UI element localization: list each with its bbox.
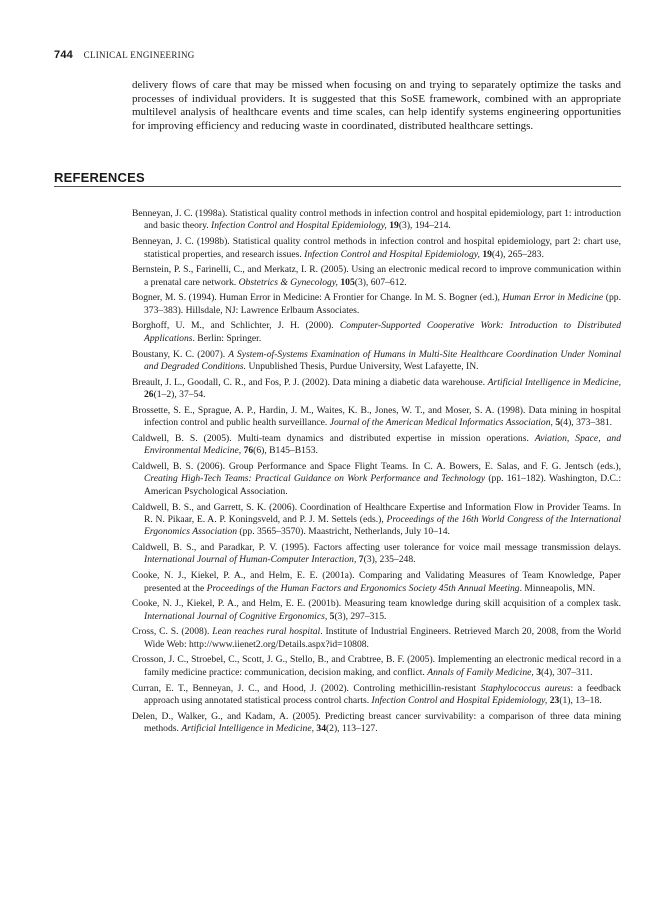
- reference-item: [132, 349, 621, 374]
- reference-volume: 19: [482, 248, 492, 260]
- reference-volume: 26: [144, 389, 154, 401]
- reference-text: (2), 113–127.: [325, 723, 378, 735]
- reference-title: Computer-Supported Cooperative Work: Introduction to Distributed Applications: [144, 320, 622, 344]
- reference-text: Caldwell, B. S., and Garrett, S. K. (2006). Coordination of Healthcare Expertise and Information Flow in Provider Teams. In R. N. Pikaar, E. A. P. Koningsveld, and P. J. M. Settels (eds.),: [132, 501, 621, 525]
- reference-item: [132, 405, 621, 430]
- reference-text: Caldwell, B. S. (2006). Group Performance and Space Flight Teams. In C. A. Bowers, E. Salas, and F. G. Jentsch (eds.),: [132, 460, 621, 472]
- reference-text: (4), 265–283.: [491, 248, 544, 260]
- reference-text: Unpublished Thesis, Purdue University, West Lafayette, IN.: [246, 360, 479, 372]
- reference-text: (6), B145–B153.: [253, 445, 318, 457]
- reference-item: [132, 208, 621, 233]
- page-number: 744: [54, 49, 73, 61]
- reference-title: Obstetrics & Gynecology,: [238, 276, 338, 288]
- reference-volume: 5: [555, 417, 561, 429]
- reference-title: Lean reaches rural hospital: [212, 626, 321, 638]
- reference-item: [132, 570, 621, 595]
- reference-item: [132, 711, 621, 736]
- reference-item: [132, 320, 621, 345]
- reference-text: Boustany, K. C. (2007).: [132, 348, 229, 360]
- reference-title: Infection Control and Hospital Epidemiology,: [211, 220, 387, 232]
- reference-item: [132, 542, 621, 567]
- reference-item: [132, 461, 621, 498]
- reference-text: (3), 235–248.: [363, 554, 416, 566]
- reference-item: [132, 377, 621, 402]
- reference-text: (1–2), 37–54.: [153, 389, 206, 401]
- section-divider: [54, 186, 621, 187]
- reference-text: Benneyan, J. C. (1998a). Statistical quality control methods in infection control and hospital epidemiology, part 1: introduction and basic theory.: [132, 208, 621, 232]
- reference-text: (1), 13–18.: [559, 694, 602, 706]
- reference-text: . Berlin: Springer.: [192, 332, 262, 344]
- reference-volume: 34: [316, 723, 326, 735]
- reference-text: : a feedback approach using annotated statistical process control charts.: [144, 682, 622, 706]
- reference-item: [132, 264, 621, 289]
- reference-text: Borghoff, U. M., and Schlichter, J. H. (2000).: [132, 320, 340, 332]
- running-title: CLINICAL ENGINEERING: [83, 50, 195, 60]
- reference-item: [132, 433, 621, 458]
- reference-item: [132, 626, 621, 651]
- reference-title: Creating High-Tech Teams: Practical Guidance on Work Performance and Technology: [144, 473, 486, 485]
- reference-title: Infection Control and Hospital Epidemiology,: [304, 248, 480, 260]
- reference-volume: 5: [329, 610, 335, 622]
- reference-title: Aviation, Space, and Environmental Medicine,: [144, 432, 621, 457]
- reference-text: (4), 307–311.: [540, 666, 593, 678]
- reference-text: (pp. 3565–3570). Maastricht, Netherlands, July 10–14.: [237, 526, 450, 538]
- running-head: [54, 49, 195, 61]
- reference-text: (pp. 373–383). Hillsdale, NJ: Lawrence Erlbaum Associates.: [144, 292, 621, 316]
- reference-volume: 76: [243, 445, 254, 457]
- reference-text: Cross, C. S. (2008).: [132, 626, 213, 638]
- reference-text: Caldwell, B. S. (2005). Multi-team dynamics and distributed expertise in mission operations.: [132, 432, 535, 444]
- reference-text: Brossette, S. E., Sprague, A. P., Hardin, J. M., Waites, K. B., Jones, W. T., and Moser, S. A. (1998). Data mining in hospital infection control and public health surveillance.: [132, 404, 621, 429]
- reference-item: [132, 598, 621, 623]
- reference-text: (3), 297–315.: [334, 610, 387, 622]
- reference-title: Proceedings of the 16th World Congress of the International Ergonomics Association: [144, 513, 621, 538]
- reference-text: . Institute of Industrial Engineers. Retrieved March 20, 2008, from the World Wide Web: http://www.iienet2.org/Details.aspx?id=10808.: [144, 626, 622, 650]
- reference-text: Crosson, J. C., Stroebel, C., Scott, J. G., Stello, B., and Crabtree, B. F. (2005). Implementing an electronic medical record in a family medicine practice: communication, decision making, and conflict.: [132, 654, 621, 678]
- reference-title: Artificial Intelligence in Medicine,: [487, 376, 622, 388]
- reference-list: [132, 208, 621, 739]
- reference-text: Cooke, N. J., Kiekel, P. A., and Helm, E. E. (2001b). Measuring team knowledge during skill acquisition of a complex task.: [132, 598, 621, 610]
- reference-text: Delen, D., Walker, G., and Kadam, A. (2005). Predicting breast cancer survivability: a comparison of three data mining methods.: [132, 710, 621, 735]
- reference-volume: 3: [536, 666, 541, 678]
- intro-paragraph: delivery flows of care that may be missed when focusing on and trying to separately optimize the tasks and processes of individual providers. It is suggested that this SoSE framework, combined with an appropriate multilevel analysis of healthcare events and time scales, can help identify systems engineering opportunities for improving efficiency and reducing waste in coordinated, distributed healthcare settings.: [132, 79, 621, 132]
- reference-title: Journal of the American Medical Informatics Association,: [329, 417, 553, 429]
- reference-volume: 7: [358, 554, 364, 566]
- reference-item: [132, 502, 621, 539]
- reference-title: A System-of-Systems Examination of Humans in Multi-Site Healthcare Coordination Under Nominal and Degraded Conditions.: [144, 348, 621, 372]
- reference-text: (4), 373–381.: [560, 417, 613, 429]
- reference-item: [132, 236, 621, 261]
- reference-item: [132, 683, 621, 708]
- reference-volume: 23: [549, 694, 560, 706]
- reference-title: International Journal of Human-Computer Interaction,: [144, 554, 357, 566]
- reference-text: . Minneapolis, MN.: [519, 582, 596, 594]
- reference-text: Breault, J. L., Goodall, C. R., and Fos, P. J. (2002). Data mining a diabetic data warehouse.: [132, 376, 488, 388]
- reference-text: Cooke, N. J., Kiekel, P. A., and Helm, E. E. (2001a). Comparing and Validating Measures of Team Knowledge, Paper presented at the: [132, 570, 621, 594]
- reference-title: Artificial Intelligence in Medicine,: [181, 723, 314, 735]
- reference-text: Benneyan, J. C. (1998b). Statistical quality control methods in infection control and hospital epidemiology, part 2: chart use, statistical properties, and research issues.: [132, 236, 621, 260]
- reference-title: Infection Control and Hospital Epidemiology,: [371, 694, 548, 706]
- reference-title: Proceedings of the Human Factors and Ergonomics Society 45th Annual Meeting: [206, 582, 520, 594]
- reference-title: International Journal of Cognitive Ergonomics,: [144, 610, 328, 622]
- section-heading: REFERENCES: [54, 170, 145, 185]
- reference-text: Curran, E. T., Benneyan, J. C., and Hood, J. (2002). Controling methicillin-resistant: [132, 682, 481, 694]
- reference-volume: 105: [340, 276, 355, 288]
- reference-item: [132, 292, 621, 317]
- reference-text: Bogner, M. S. (1994). Human Error in Medicine: A Frontier for Change. In M. S. Bogner (ed.),: [132, 292, 503, 304]
- reference-text: Bernstein, P. S., Farinelli, C., and Merkatz, I. R. (2005). Using an electronic medical record to improve communication within a prenatal care network.: [132, 264, 621, 288]
- reference-title: Human Error in Medicine: [502, 292, 604, 304]
- reference-text: (3), 194–214.: [398, 220, 451, 232]
- reference-title: Staphylococcus aureus: [480, 682, 571, 694]
- reference-volume: 19: [389, 220, 399, 232]
- reference-title: Annals of Family Medicine,: [427, 666, 534, 678]
- reference-text: Caldwell, B. S., and Paradkar, P. V. (1995). Factors affecting user tolerance for voice mail message transmission delays.: [132, 542, 621, 554]
- reference-text: (pp. 161–182). Washington, D.C.: American Psychological Association.: [144, 473, 621, 497]
- reference-text: (3), 607–612.: [354, 276, 407, 288]
- reference-item: [132, 654, 621, 679]
